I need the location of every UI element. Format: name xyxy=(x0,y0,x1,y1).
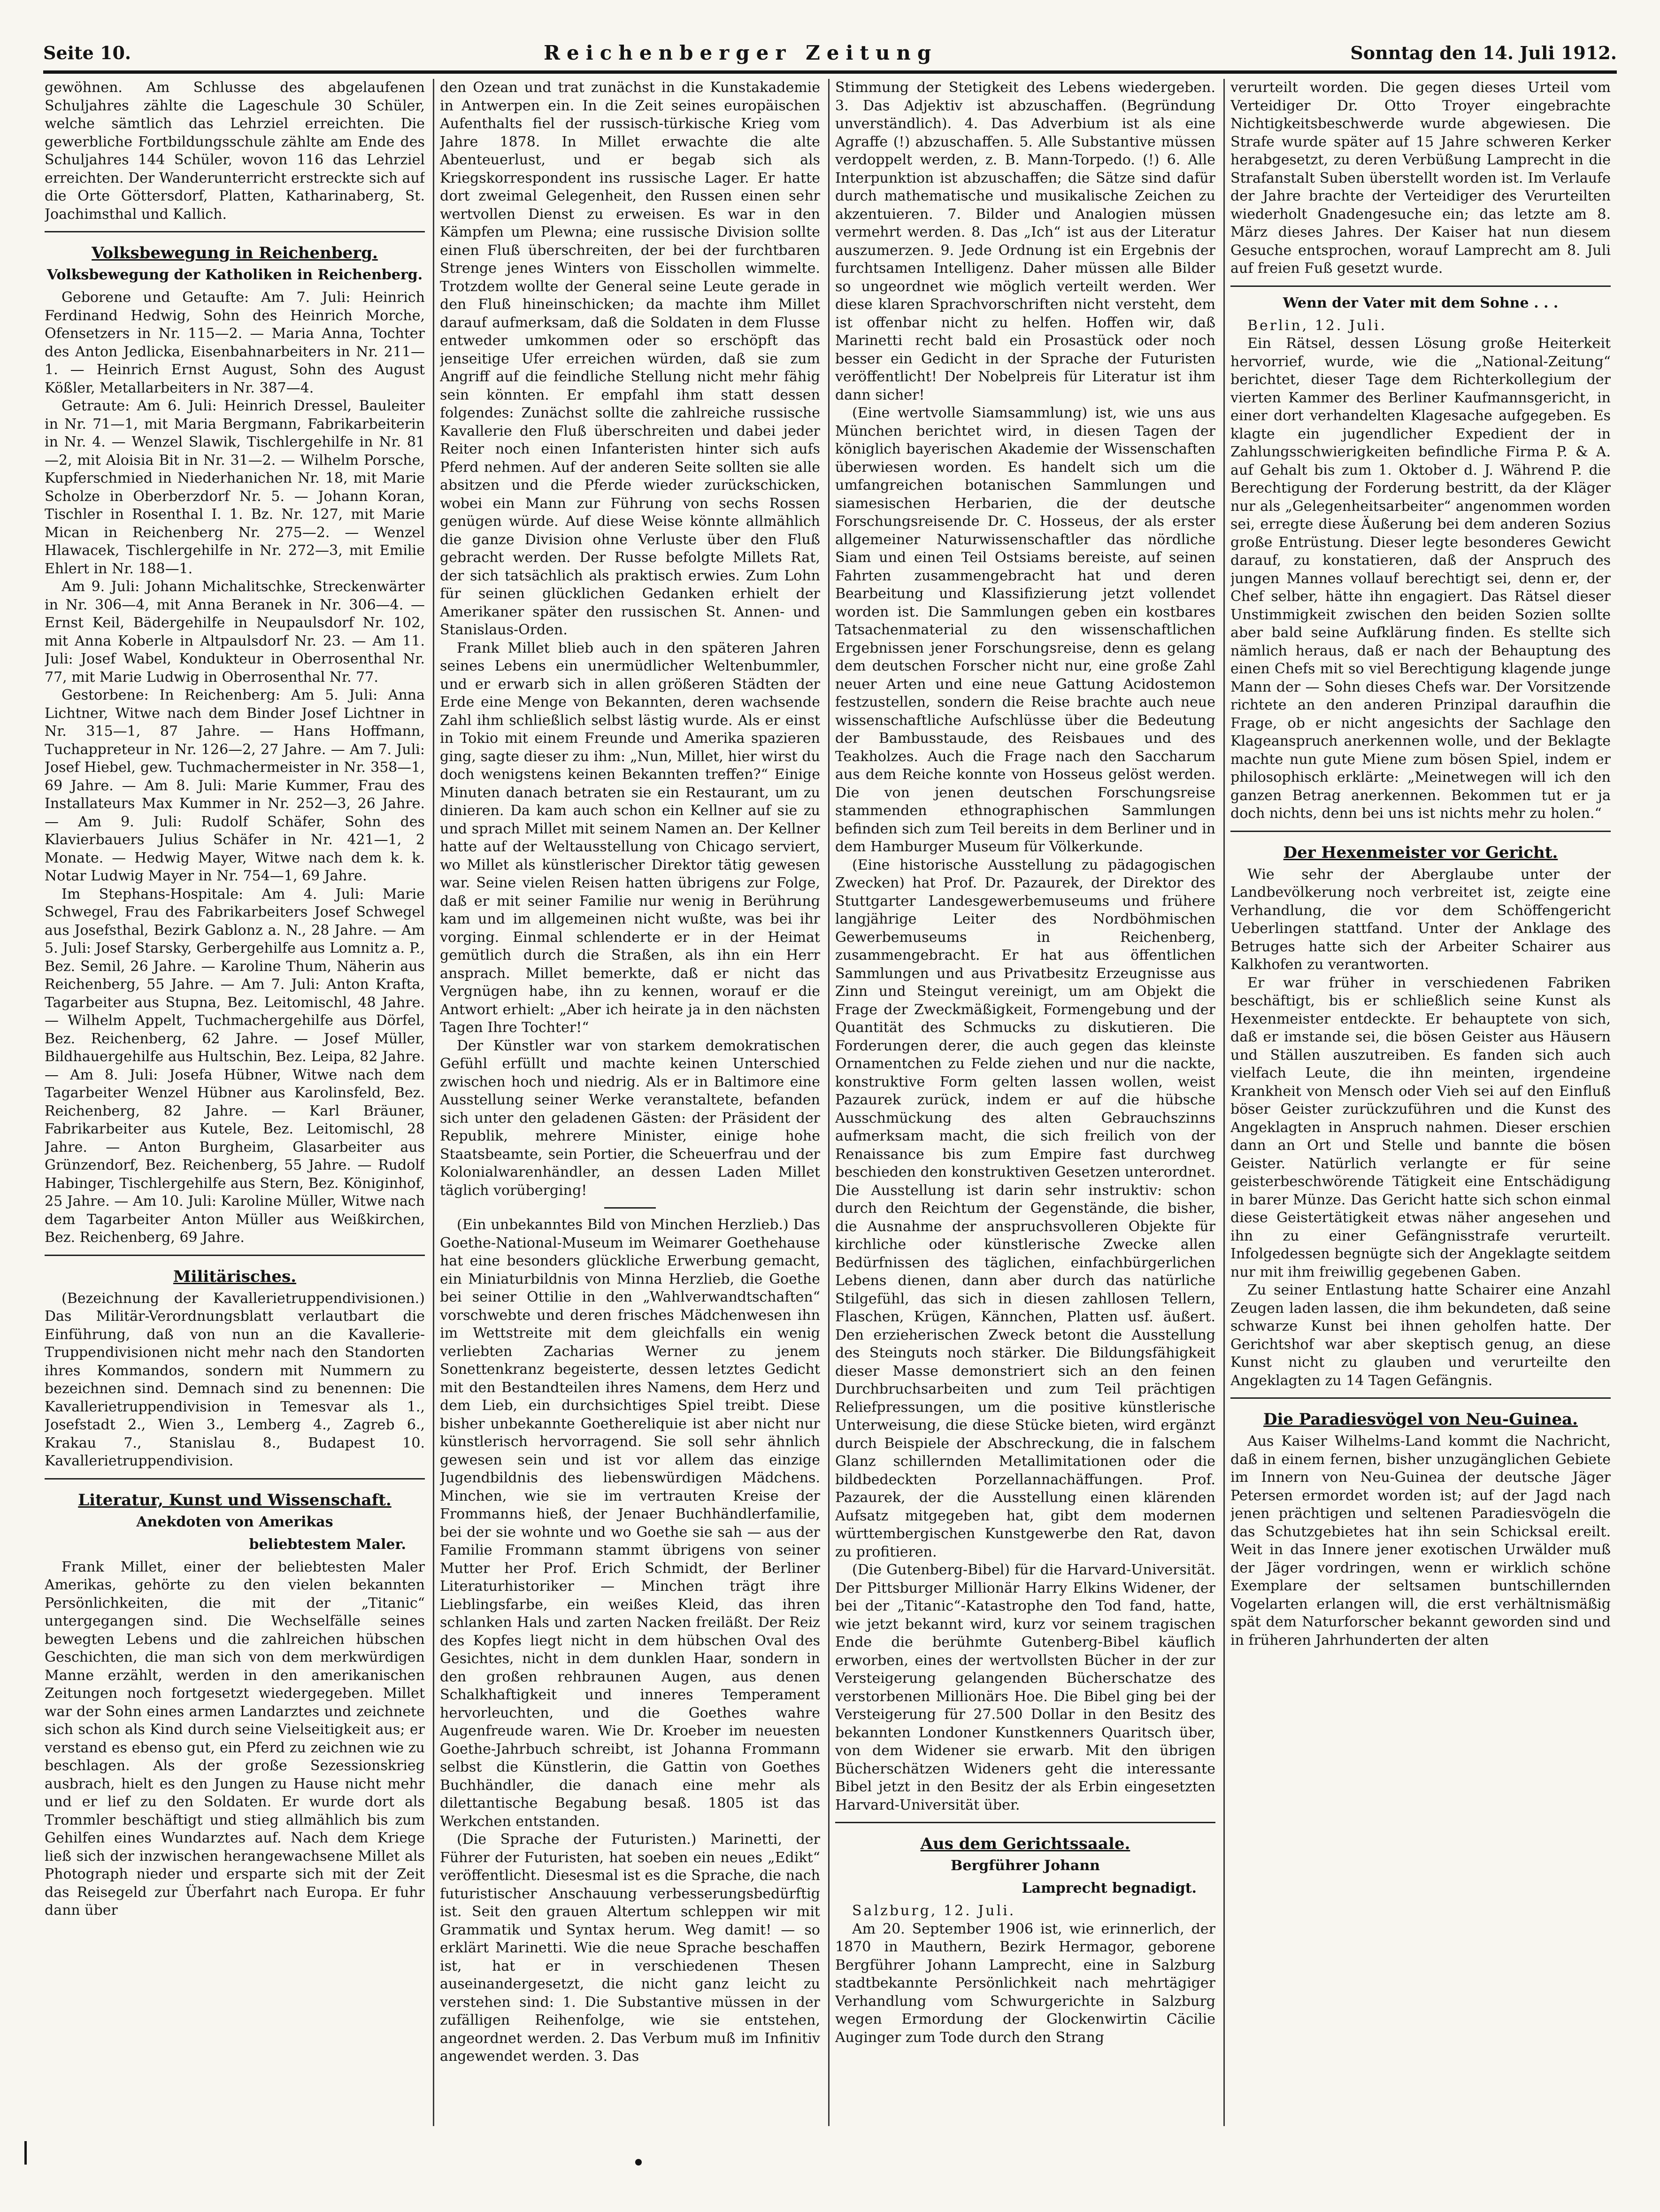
section-divider xyxy=(45,1255,425,1256)
article-text: Gestorbene: In Reichenberg: Am 5. Juli: Anna Lichtner, Witwe nach dem Binder Josef Lichtner in Nr. 315—1, 87 Jahre. — Hans Hoffmann, Tuchappreteur in Nr. 126—2, 27 Jahre. — Am 7. Juli: Josef Hiebel, gew. Tuchmachermeister in Nr. 358—1, 69 Jahre. — Am 8. Juli: Marie Kummer, Frau des Installateurs Max Kummer in Nr. 252—3, 26 Jahre. — Am 9. Juli: Rudolf Schäfer, Sohn des Klavierbauers Julius Schäfer in Nr. 421—1, 2 Monate. — Hedwig Mayer, Witwe nach dem k. k. Notar Ludwig Mayer in Nr. 754—1, 69 Jahre. xyxy=(45,687,425,884)
article-text: (Ein unbekanntes Bild von Minchen Herzlieb.) Das Goethe-National-Museum im Weimarer Goethehause hat eine besonders glückliche Erwerbung gemacht, ein Miniaturbildnis von Minna Herzlieb, die Goethe bei seiner Ottilie in den „Wahlverwandtschaften“ vorschwebte und deren frisches Mädchenwesen ihn im Wettstreite mit dem gleichfalls ein wenig verliebten Zacharias Werner zu jenem Sonettenkranz begeisterte, dessen letztes Gedicht mit den Bestandteilen ihres Namens, dem Herz und dem Lieb, ein durchsichtiges Spiel treibt. Diese bisher unbekannte Goethereliquie ist aber nicht nur künstlerisch hervorragend. Sie soll sehr ähnlich gewesen sein und ist vor allem das einzige Jugendbildnis des liebenswürdigen Mädchens. Minchen, wie sie im vertrauten Kreise der Frommanns hieß, der Jenaer Buchhändlerfamilie, bei der sie wohnte und wo Goethe sie sah — aus der Familie Frommann stammt übrigens von seiner Mutter her Prof. Erich Schmidt, der Berliner Literaturhistoriker — Minchen trägt ihre Lieblingsfarbe, ein weißes Kleid, das ihren schlanken Hals und zarten Nacken freiläßt. Der Reiz des Kopfes liegt nicht in dem hübschen Oval des Gesichtes, nicht in dem dunklen Haar, sondern in den großen rehbraunen Augen, aus denen Schalkhaftigkeit und inneres Temperament hervorleuchten, und die Goethes wahre Augenfreude waren. Wie Dr. Kroeber im neuesten Goethe-Jahrbuch schreibt, ist Johanna Frommann selbst die Künstlerin, die Gattin von Goethes Buchhändler, die danach eine mehr als dilettantische Begabung besaß. 1805 ist das Werkchen entstanden. xyxy=(440,1217,820,1830)
article-text: Ein Rätsel, dessen Lösung große Heiterkeit hervorrief, wurde, wie die „National-Zeitung“ berichtet, dieser Tage dem Richterkollegium der vierten Kammer des Berliner Kaufmannsgericht, in einer dort verhandelten Klagesache aufgegeben. Es klagte ein jugendlicher Expedient der in Zahlungsschwierigkeiten befindliche Firma P. & A. auf Gehalt bis zum 1. Oktober d. J. Während P. die Berechtigung der Forderung bestritt, da der Kläger nur als „Gelegenheitsarbeiter“ angenommen worden sei, erregte diese Äußerung bei dem anderen Sozius große Entrüstung. Dieser legte besonderes Gewicht darauf, zu konstatieren, daß der Anspruch des jungen Mannes vollauf berechtigt sei, denn er, der Chef selber, hätte ihn engagiert. Das Rätsel dieser Unstimmigkeit zwischen den beiden Sozien sollte aber bald seine Aufklärung finden. Es stellte sich nämlich heraus, daß er nach der Behauptung des einen Chefs mit so viel Berechtigung klagende junge Mann der — Sohn dieses Chefs war. Der Vorsitzende richtete an den anderen Prinzipal daraufhin die Frage, ob er nicht angesichts der Sachlage den Klageanspruch anerkennen wolle, und der Beklagte machte nun gute Miene zum bösen Spiel, indem er philosophisch erklärte: „Meinetwegen will ich den ganzen Betrag anerkennen. Bekommen tut er ja doch nichts, denn bei uns ist nichts mehr zu holen.“ xyxy=(1230,335,1611,822)
column-2 xyxy=(440,79,820,2126)
header-rule xyxy=(43,70,1617,74)
article-headline-line1: Anekdoten von Amerikas xyxy=(136,1513,333,1530)
article-dateline: Salzburg, 12. Juli. xyxy=(852,1903,1016,1919)
article-text: (Die Gutenberg-Bibel) für die Harvard-Universität. Der Pittsburger Millionär Harry Elkins Widener, der bei der „Titanic“-Katastrophe den Tod fand, hatte, wie jetzt bekannt wird, kurz vor seinem tragischen Ende die berühmte Gutenberg-Bibel käuflich erworben, eines der wertvollsten Bücher in der zur Versteigerung gelangenden Bücherschatze des verstorbenen Millionärs Hoe. Die Bibel ging bei der Versteigerung für 27.500 Dollar in den Besitz des bekannten Londoner Kunstkenners Quaritsch über, von dem Widener sie erwarb. Mit den übrigen Bücherschätzen Wideners geht die interessante Bibel jetzt in den Besitz der als Erbin eingesetzten Harvard-Universität über. xyxy=(835,1562,1215,1813)
article-text: Zu seiner Entlastung hatte Schairer eine Anzahl Zeugen laden lassen, die ihm bekundeten, daß seine schwarze Kunst bei ihnen geholfen hatte. Der Gerichtshof war aber skeptisch genug, an diese Kunst nicht zu glauben und verurteilte den Angeklagten zu 14 Tagen Gefängnis. xyxy=(1230,1282,1611,1389)
article-text: Frank Millet, einer der beliebtesten Maler Amerikas, gehörte zu den vielen bekannten Persönlichkeiten, die mit der „Titanic“ untergegangen sind. Die Wechselfälle seines bewegten Lebens und die zahlreichen hübschen Geschichten, die man sich von dem merkwürdigen Manne erzählt, werden in den amerikanischen Zeitungen noch fortgesetzt wiedergegeben. Millet war der Sohn eines armen Landarztes und zeichnete sich schon als Kind durch seine Vielseitigkeit aus; er verstand es ebenso gut, ein Pferd zu zeichnen wie zu beschlagen. Als der große Sezessionskrieg ausbrach, hielt es den Jungen zu Hause nicht mehr und er lief zu den Soldaten. Er wurde dort als Trommler beschäftigt und stieg allmählich bis zum Gehilfen eines Wundarztes auf. Nach dem Kriege ließ sich der inzwischen herangewachsene Millet als Photograph nieder und ersparte sich mit der Zeit das Reisegeld zur Überfahrt nach Europa. Er fuhr dann über xyxy=(45,1558,425,1919)
article-headline: Wenn der Vater mit dem Sohne . . . xyxy=(1283,294,1559,311)
page-footer-dot xyxy=(635,2159,642,2166)
page-number: Seite 10. xyxy=(43,42,131,63)
article-text: (Eine historische Ausstellung zu pädagogischen Zwecken) hat Prof. Dr. Pazaurek, der Direktor des Stuttgarter Landesgewerbemuseums und frühere langjährige Leiter des Nordböhmischen Gewerbemuseums in Reichenberg, zusammengebracht. Er hat aus öffentlichen Sammlungen und aus Privatbesitz Erzeugnisse aus Zinn und Steingut vereinigt, um am Objekt die Frage der Zweckmäßigkeit, Formengebung und der Quantität des Schmucks zu diskutieren. Die Forderungen derer, die auch gegen das kleinste Ornamentchen zu Felde ziehen und nur die nackte, konstruktive Form gelten lassen wollen, weist Pazaurek zurück, indem er auf die hübsche Ausschmückung des alten Gebrauchszinns aufmerksam macht, die sich freilich von der Renaissance bis zum Empire fast durchweg beschieden den konstruktiven Gesetzen unterordnet. Die Ausstellung ist darin sehr instruktiv: schon durch den Reichtum der Gegenstände, die bisher, die Ausnahme der anspruchsvolleren Objekte für kirchliche oder künstlerische Zwecke allen Bedürfnissen des täglichen, einfachbürgerlichen Lebens dienen, dann aber durch das natürliche Stilgefühl, das sich in diesen zahllosen Tellern, Flaschen, Krügen, Kännchen, Platten usf. äußert. Den erzieherischen Zweck betont die Ausstellung des Steinguts noch stärker. Die Bildungsfähigkeit dieser Masse demonstriert sich an den feinen Durchbruchsarbeiten und zum Teil prächtigen Reliefpressungen, um die positive künstlerische Unterweisung, die diese Stücke bieten, wird ergänzt durch Beispiele der Abschreckung, die in falschem Glanz schillernden Metallimitationen oder die bildbedeckten Porzellannachäffungen. Prof. Pazaurek, der die Ausstellung einen klärenden Aufsatz mitgegeben hat, gibt dem modernen württembergischen Kunstgewerbe den Rat, davon zu profitieren. xyxy=(835,856,1215,1560)
column-rule xyxy=(828,79,830,2126)
article-text: Er war früher in verschiedenen Fabriken beschäftigt, bis er schließlich seine Kunst als Hexenmeister entdeckte. Er behauptete von sich, daß er imstande sei, die bösen Geister aus Häusern und Ställen auszutreiben. Es fanden sich auch vielfach Leute, die ihn meinten, irgendeine Krankheit von Mensch oder Vieh sei auf den Einfluß böser Geister zurückzuführen und die Kunst des Angeklagten in Anspruch nahmen. Dieser erschien dann an Ort und Stelle und bannte die bösen Geister. Natürlich verlangte er für seine geisterbeschwörende Tätigkeit eine Entschädigung in barer Münze. Das Gericht hatte sich schon einmal diese Geistertätigkeit etwas näher angesehen und ihn zu einer Gefängnisstrafe verurteilt. Infolgedessen begnügte sich der Angeklagte seitdem nur mit ihm freiwillig gegebenen Gaben. xyxy=(1230,974,1611,1280)
article-headline-hexenmeister: Der Hexenmeister vor Gericht. xyxy=(1283,843,1558,862)
section-heading-volksbewegung: Volksbewegung in Reichenberg. xyxy=(92,244,378,262)
section-divider xyxy=(1230,1397,1611,1399)
section-divider xyxy=(1230,285,1611,287)
section-heading-gerichtssaale: Aus dem Gerichtssaale. xyxy=(920,1834,1130,1853)
article-text: (Eine wertvolle Siamsammlung) ist, wie uns aus München berichtet wird, in diesen Tagen der königlich bayerischen Akademie der Wissenschaften überwiesen worden. Es handelt sich um die umfangreichen botanischen Sammlungen und siamesischen Herbarien, die der deutsche Forschungsreisende Dr. C. Hosseus, der als erster allgemeiner Naturwissenschaftler das nördliche Siam und einen Teil Ostsiams bereiste, auf seinen Fahrten zusammengebracht hat und deren Bearbeitung und Klassifizierung jetzt vollendet worden ist. Die Sammlungen geben ein kostbares Tatsachenmaterial zu den wissenschaftlichen Ergebnissen jener Forschungsreise, denn es gelang dem deutschen Forscher nicht nur, eine große Zahl neuer Arten und eine neue Gattung Acidostemon festzustellen, sondern die Reise brachte auch neue wissenschaftliche Aufschlüsse über die Bedeutung der Bambusstaude, des Reisbaues und des Teakholzes. Auch die Frage nach den Saccharum aus dem Reiche konnte von Hosseus gelöst werden. Die von jenen deutschen Forschungsreise stammenden ethnographischen Sammlungen befinden sich zum Teil bereits in dem Berliner und in dem Hamburger Museum für Völkerkunde. xyxy=(835,405,1215,855)
page-edge-mark xyxy=(24,2141,27,2165)
article-text: Am 9. Juli: Johann Michalitschke, Streckenwärter in Nr. 306—4, mit Anna Beranek in Nr. 306—4. — Ernst Keil, Bädergehilfe in Neupaulsdorf Nr. 102, mit Anna Koberle in Altpaulsdorf Nr. 23. — Am 11. Juli: Josef Wabel, Kondukteur in Oberrosenthal Nr. 77, mit Marie Ludwig in Oberrosenthal Nr. 77. xyxy=(45,578,425,686)
article-text: gewöhnen. Am Schlusse des abgelaufenen Schuljahres zählte die Lageschule 30 Schüler, welche sämtlich das Lehrziel erreichten. Die gewerbliche Fortbildungsschule zählte am Ende des Schuljahres 144 Schüler, wovon 116 das Lehrziel erreichten. Der Wanderunterricht erstreckte sich auf die Orte Göttersdorf, Platten, Katharinaberg, St. Joachimsthal und Kallich. xyxy=(45,79,425,223)
section-heading-militaerisches: Militärisches. xyxy=(173,1267,297,1286)
column-1 xyxy=(45,79,425,2126)
article-text: (Die Sprache der Futuristen.) Marinetti, der Führer der Futuristen, hat soeben ein neues „Edikt“ veröffentlicht. Diesesmal ist es die Sprache, die nach futuristischer Anschauung verbesserungsbedürftig ist. Seit den grauen Altertum schleppen wir mit Grammatik und Syntax herum. Weg damit! — so erklärt Marinetti. Wie die neue Sprache beschaffen ist, hat er in verschiedenen Thesen auseinandergesetzt, die nicht ganz leicht zu verstehen sind: 1. Die Substantive müssen in der zufälligen Reihenfolge, wie sie entstehen, angeordnet werden. 2. Das Verbum muß im Infinitiv angewendet werden. 3. Das xyxy=(440,1831,820,2065)
article-text: Geborene und Getaufte: Am 7. Juli: Heinrich Ferdinand Hedwig, Sohn des Heinrich Morche, Ofensetzers in Nr. 115—2. — Maria Anna, Tochter des Anton Jedlicka, Eisenbahnarbeiters in Nr. 211—1. — Heinrich Ernst August, Sohn des August Kößler, Metallarbeiters in Nr. 387—4. xyxy=(45,289,425,396)
section-divider xyxy=(45,231,425,232)
article-text: Getraute: Am 6. Juli: Heinrich Dressel, Bauleiter in Nr. 71—1, mit Maria Bergmann, Fabrikarbeiterin in Nr. 4. — Wenzel Slawik, Tischlergehilfe in Nr. 81—2, mit Aloisia Bit in Nr. 31—2. — Wilhelm Porsche, Kupferschmied in Niederhanichen Nr. 18, mit Marie Scholze in Oberberzdorf Nr. 5. — Johann Koran, Tischler in Rosenthal I. 1. Bz. Nr. 127, mit Marie Mican in Reichenberg Nr. 275—2. — Wenzel Hlawacek, Tischlergehilfe in Nr. 272—3, mit Emilie Ehlert in Nr. 188—1. xyxy=(45,398,425,577)
article-text: verurteilt worden. Die gegen dieses Urteil vom Verteidiger Dr. Otto Troyer eingebrachte Nichtigkeitsbeschwerde wurde abgewiesen. Die Strafe wurde später auf 15 Jahre schweren Kerker herabgesetzt, zu deren Verbüßung Lamprecht in die Strafanstalt Suben überstellt worden ist. Im Verlaufe der Jahre brachte der Verteidiger des Verurteilten wiederholt Gnadengesuche ein; das letzte am 8. März dieses Jahres. Der Kaiser hat nun diesem Gesuche entsprochen, worauf Lamprecht am 8. Juli auf freien Fuß gesetzt wurde. xyxy=(1230,79,1611,277)
column-rule xyxy=(433,79,434,2126)
article-text: Frank Millet blieb auch in den späteren Jahren seines Lebens ein unermüdlicher Weltenbummler, und er erwarb sich in allen größeren Städten der Erde eine Menge von Bekannten, deren wachsende Zahl ihm schließlich selbst lästig wurde. Als er einst in Tokio mit einem Freunde und Amerika spazieren ging, sagte dieser zu ihm: „Nun, Millet, hier wirst du doch wenigstens keinen Bekannten treffen?“ Einige Minuten danach betraten sie ein Restaurant, um zu dinieren. Da kam auch schon ein Kellner auf sie zu und sprach Millet mit seinem Namen an. Der Kellner hatte auf der Weltausstellung von Chicago serviert, wo Millet als künstlerischer Direktor tätig gewesen war. Seine vielen Reisen hatten übrigens zur Folge, daß er mit seiner Familie nur wenig in Berührung kam und im allgemeinen nicht wußte, was bei ihr vorging. Einmal schlenderte er in der Heimat gemütlich durch die Straßen, als ihn ein Herr ansprach. Millet bemerkte, daß er nicht das Vergnügen habe, ihn zu kennen, worauf er die Antwort erhielt: „Aber ich heirate ja in den nächsten Tagen Ihre Tochter!“ xyxy=(440,640,820,1036)
section-divider xyxy=(1230,831,1611,832)
article-text: den Ozean und trat zunächst in die Kunstakademie in Antwerpen ein. In die Zeit seines europäischen Aufenthalts fiel der russisch-türkische Krieg vom Jahre 1878. In Millet erwachte die alte Abenteuerlust, und er begab sich als Kriegskorrespondent ins russische Lager. Er hatte dort zweimal Gelegenheit, den Russen einen sehr wertvollen Dienst zu erweisen. Es war in den Kämpfen um Plewna; eine russische Division sollte einen Fluß überschreiten, der bei der furchtbaren Strenge jenes Winters von Eisschollen wimmelte. Trotzdem wollte der General seine Leute gerade in den Fluß hineinschicken; da machte ihm Millet darauf aufmerksam, daß die Soldaten in dem Flusse entweder umkommen oder so erschöpft das jenseitige Ufer erreichen würden, daß sie zum Angriff auf die feindliche Stellung nicht mehr fähig sein könnten. Er empfahl ihm statt dessen folgendes: Zunächst sollte die zahlreiche russische Kavallerie den Fluß überschreiten und dabei jeder Reiter noch einen Infanteristen hinter sich aufs Pferd nehmen. Auf der anderen Seite sollten sie alle absitzen und die Pferde wieder zurückschicken, wobei ein Mann zur Führung von sechs Rossen genügen würde. Auf diese Weise könnte allmählich die ganze Division ohne Verluste über den Fluß gebracht werden. Der Russe befolgte Millets Rat, der sich tatsächlich als praktisch erwies. Zum Lohn für seinen glücklichen Gedanken erhielt der Amerikaner später den russischen St. Annen- und Stanislaus-Orden. xyxy=(440,79,820,638)
article-text: Der Künstler war von starkem demokratischen Gefühl erfüllt und machte keinen Unterschied zwischen hoch und niedrig. Als er in Baltimore eine Ausstellung seiner Werke veranstaltete, befanden sich unter den geladenen Gästen: der Präsident der Republik, mehrere Minister, einige hohe Staatsbeamte, sein Portier, die Scheuerfrau und der Kolonialwarenhändler, an dessen Laden Millet täglich vorüberging! xyxy=(440,1037,820,1199)
article-text: (Bezeichnung der Kavallerietruppendivisionen.) Das Militär-Verordnungsblatt verlautbart die Einführung, daß von nun an die Kavallerie-Truppendivisionen nicht mehr nach den Standorten ihres Kommandos, sondern mit Nummern zu bezeichnen sind. Demnach sind zu benennen: Die Kavallerietruppendivision in Temesvar als 1., Josefstadt 2., Wien 3., Lemberg 4., Zagreb 6., Krakau 7., Stanislau 8., Budapest 10. Kavallerietruppendivision. xyxy=(45,1290,425,1469)
article-text: Stimmung der Stetigkeit des Lebens wiedergeben. 3. Das Adjektiv ist abzuschaffen. (Begründung unverständlich). 4. Das Adverbium ist als eine Agraffe (!) abzuschaffen. 5. Alle Substantive müssen verdoppelt werden, z. B. Mann-Torpedo. (!) 6. Alle Interpunktion ist abzuschaffen; die Sätze sind dafür durch mathematische und musikalische Zeichen zu akzentuieren. 7. Bilder und Analogien müssen vermehrt werden. 8. Das „Ich“ ist aus der Literatur auszumerzen. 9. Jede Ordnung ist ein Ergebnis der furchtsamen Intelligenz. Daher müssen alle Bilder so ungeordnet wie möglich verteilt werden. Wer diese klaren Sprachvorschriften nicht versteht, dem ist offenbar nicht zu helfen. Hoffen wir, daß Marinetti recht bald ein Prosastück oder noch besser ein Gedicht in der Sprache der Futuristen veröffentlicht! Der Nobelpreis für Literatur ist ihm dann sicher! xyxy=(835,79,1215,403)
article-divider xyxy=(604,1207,656,1209)
section-divider xyxy=(45,1478,425,1480)
newspaper-masthead: Reichenberger Zeitung xyxy=(544,41,938,64)
column-4 xyxy=(1230,79,1611,2126)
article-headline-line1: Bergführer Johann xyxy=(951,1857,1100,1874)
section-heading-literatur: Literatur, Kunst und Wissenschaft. xyxy=(78,1490,392,1510)
section-divider xyxy=(835,1822,1215,1823)
issue-date: Sonntag den 14. Juli 1912. xyxy=(1350,42,1617,63)
article-headline-paradiesvoegel: Die Paradiesvögel von Neu-Guinea. xyxy=(1263,1410,1578,1429)
page-header xyxy=(43,40,1617,65)
article-text: Wie sehr der Aberglaube unter der Landbevölkerung noch verbreitet ist, zeigte eine Verhandlung, die vor dem Schöffengericht Ueberlingen stattfand. Unter der Anklage des Betruges hatte sich der Arbeiter Schairer aus Kalkhofen zu verantworten. xyxy=(1230,866,1611,973)
article-headline-line2: beliebtestem Maler. xyxy=(249,1536,406,1553)
section-subheading: Volksbewegung der Katholiken in Reichenberg. xyxy=(46,267,423,283)
article-text: Im Stephans-Hospitale: Am 4. Juli: Marie Schwegel, Frau des Fabrikarbeiters Josef Schwegel aus Josefsthal, Bezirk Gablonz a. N., 28 Jahre. — Am 5. Juli: Josef Starsky, Gerbergehilfe aus Lomnitz a. P., Bez. Semil, 26 Jahre. — Karoline Thum, Näherin aus Reichenberg, 55 Jahre. — Am 7. Juli: Anton Krafta, Tagarbeiter aus Stupna, Bez. Leitomischl, 48 Jahre. — Wilhelm Appelt, Tuchmachergehilfe aus Dörfel, Bez. Reichenberg, 62 Jahre. — Josef Müller, Bildhauergehilfe aus Hultschin, Bez. Leipa, 82 Jahre. — Am 8. Juli: Josefa Hübner, Witwe nach dem Tagarbeiter Wenzel Hübner aus Karolinsfeld, Bez. Reichenberg, 82 Jahre. — Karl Bräuner, Fabrikarbeiter aus Kutele, Bez. Leitomischl, 28 Jahre. — Anton Burgheim, Glasarbeiter aus Grünzendorf, Bez. Reichenberg, 55 Jahre. — Rudolf Habinger, Tischlergehilfe aus Stern, Bez. Königinhof, 25 Jahre. — Am 10. Juli: Karoline Müller, Witwe nach dem Tagarbeiter Anton Müller aus Weißkirchen, Bez. Reichenberg, 69 Jahre. xyxy=(45,886,425,1246)
column-rule xyxy=(1223,79,1225,2126)
article-dateline: Berlin, 12. Juli. xyxy=(1247,317,1387,334)
column-3 xyxy=(835,79,1215,2126)
article-text: Aus Kaiser Wilhelms-Land kommt die Nachricht, daß in einem fernen, bisher unzugänglichen Gebiete im Innern von Neu-Guinea der deutsche Jäger Petersen ermordet worden ist; auf der Jagd nach jenen prächtigen und seltenen Paradiesvögeln die das Schutzgebietes hat ihn sein Schicksal ereilt. Weit in das Innere jener exotischen Urwälder muß der Jäger vordringen, wenn er wirklich schöne Exemplare der seltsamen buntschillernden Vogelarten erlangen will, die erst verhältnismäßig spät dem Naturforscher bekannt geworden sind und in früheren Jahrhunderten der alten xyxy=(1230,1433,1611,1649)
article-text: Am 20. September 1906 ist, wie erinnerlich, der 1870 in Mauthern, Bezirk Hermagor, geborene Bergführer Johann Lamprecht, eine in Salzburg stadtbekannte Persönlichkeit nach mehrtägiger Verhandlung vom Schwurgerichte in Salzburg wegen Ermordung der Glockenwirtin Cäcilie Auginger zum Tode durch den Strang xyxy=(835,1920,1215,2046)
article-headline-line2: Lamprecht begnadigt. xyxy=(1022,1880,1197,1896)
